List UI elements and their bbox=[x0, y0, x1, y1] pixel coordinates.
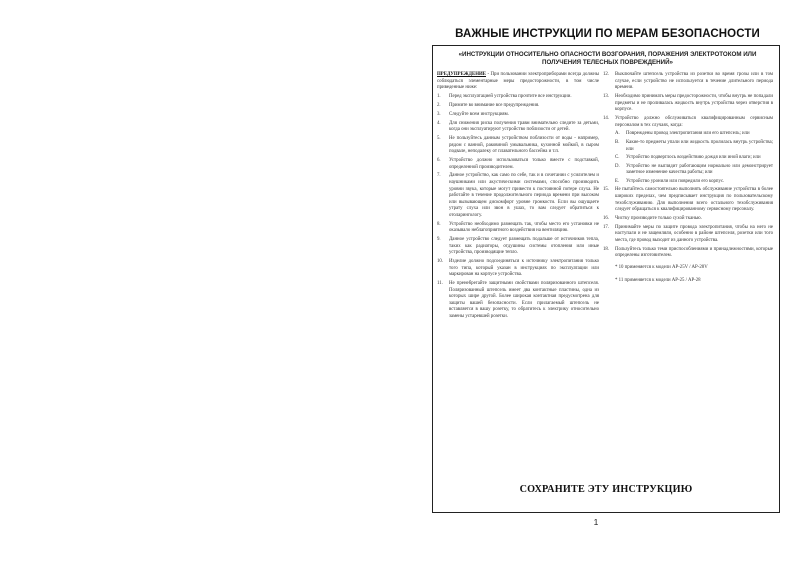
instruction-text: Данное устройство, как само по себе, так и в сочетании с усилителем и наушниками или акустическими системами, способно производить уровни звука, которые могут привести к постоянной потере слуха. Не работайте в течение продолжительного периода времени при высоком или вызывающем дискомфорт уровне громкости. Если вы ощущаете утрату слуха или звон в ушах, то вам следует обратиться к отоларингологу. bbox=[449, 173, 599, 218]
page-number: 1 bbox=[593, 517, 599, 527]
instruction-number: 7. bbox=[437, 173, 441, 179]
instruction-item bbox=[437, 136, 599, 156]
instruction-number: 1. bbox=[437, 94, 441, 100]
instruction-text: Не пренебрегайте защитными свойствами поляризованного штепселя. Поляризованный штепсель имеет два контактные пластины, одна из которых шире другой. Более широкая контактная предусмотрена для защиты вашей безопасности. Если прилагаемый штепсель не вставляется в вашу розетку, то обратитесь к электрику относительно замены устаревшей розетки. bbox=[449, 281, 599, 319]
service-condition-item bbox=[615, 140, 773, 153]
instruction-item bbox=[437, 173, 599, 219]
instruction-number: 18. bbox=[603, 246, 610, 252]
instruction-text: Устройство необходимо размещать так, чтобы место его установки не оказывало неблагоприятного воздействия на вентиляцию. bbox=[449, 221, 599, 234]
instruction-number: 6. bbox=[437, 157, 441, 163]
instruction-item bbox=[437, 259, 599, 279]
section-subtitle: «ИНСТРУКЦИИ ОТНОСИТЕЛЬНО ОПАСНОСТИ ВОЗГОРАНИЯ, ПОРАЖЕНИЯ ЭЛЕКТРОТОКОМ ИЛИ ПОЛУЧЕНИЯ ТЕЛЕСНЫХ ПОВРЕЖДЕНИЙ» bbox=[458, 51, 757, 67]
instruction-item bbox=[603, 94, 773, 114]
instruction-item bbox=[437, 103, 599, 110]
instruction-item bbox=[603, 116, 773, 129]
instruction-text: Перед эксплуатацией устройства прочтите все инструкции. bbox=[449, 94, 572, 100]
instruction-number: 12. bbox=[603, 72, 610, 77]
instruction-item bbox=[437, 112, 599, 119]
page-title: ВАЖНЫЕ ИНСТРУКЦИИ ПО МЕРАМ БЕЗОПАСНОСТИ bbox=[455, 28, 760, 40]
model-note: * 10 применяется к модели AP-25V / AP-28V bbox=[615, 264, 708, 270]
instruction-text: Пользуйтесь только теми приспособлениями и принадлежностями, которые определены изготовителем. bbox=[615, 246, 773, 259]
instruction-text: Необходимо принимать меры предосторожности, чтобы внутрь не попадали предметы и не проливалась жидкость внутрь устройства через отверстия в корпусе. bbox=[615, 93, 773, 113]
condition-text: Повреждены провод электропитания или его штепсель; или bbox=[626, 131, 750, 137]
instruction-item bbox=[603, 72, 773, 92]
instruction-text: Данное устройство следует размещать подальше от источников тепла, таких как радиаторы, отдушины системы отопления или иные устройства, производящие тепло. bbox=[449, 237, 599, 256]
model-notes bbox=[615, 265, 773, 284]
instruction-number: 13. bbox=[603, 93, 610, 99]
condition-letter: A. bbox=[615, 131, 620, 137]
instruction-text: Выключайте штепсель устройства из розетки во время грозы или в том случае, если устройство не используется в течение длительного периода времени. bbox=[615, 72, 773, 91]
right-instruction-list bbox=[603, 72, 773, 129]
instruction-item bbox=[603, 216, 773, 223]
instruction-number: 4. bbox=[437, 120, 441, 126]
instruction-number: 3. bbox=[437, 111, 441, 117]
instruction-text: Принимайте меры по защите провода электропитания, чтобы на него не наступали и не защемляли, особенно в районе штепселя, розетки или того места, где провод выходит из данного устройства. bbox=[615, 224, 773, 243]
service-conditions-list bbox=[615, 131, 773, 185]
instruction-item bbox=[437, 94, 599, 101]
instruction-item bbox=[437, 158, 599, 171]
warning-text: - При пользовании электроприборами всегда должны соблюдаться элементарные меры предосторожности, в том числе приведенные ниже: bbox=[437, 72, 599, 91]
save-instructions-heading: СОХРАНИТЕ ЭТУ ИНСТРУКЦИЮ bbox=[519, 484, 693, 495]
left-instruction-list bbox=[437, 94, 599, 320]
right-column bbox=[603, 72, 773, 290]
instruction-text: Следуйте всем инструкциям. bbox=[449, 111, 509, 117]
instruction-text: Устройство должно обслуживаться квалифицированным сервисным персоналом в тех случаях, когда: bbox=[615, 115, 773, 128]
condition-text: Устройство уронили или повредили его корпус. bbox=[626, 178, 725, 184]
left-column bbox=[437, 72, 599, 323]
instruction-text: Не пользуйтесь данным устройством поблизости от воды - например, рядом с ванной, раковиной умывальника, кухонной мойкой, в сыром подвале, неподалеку от плавательного бассейна и т.п. bbox=[449, 136, 599, 155]
instruction-item bbox=[603, 187, 773, 213]
condition-letter: C. bbox=[615, 155, 620, 161]
condition-text: Устройство не выглядит работающим нормально или демонстрирует заметное изменение качества работы; или bbox=[626, 163, 773, 176]
instruction-number: 2. bbox=[437, 103, 441, 109]
instruction-text: Для снижения риска получения травм внимательно следите за детьми, когда они эксплуатируют устройство поблизости от детей. bbox=[449, 120, 599, 133]
condition-letter: D. bbox=[615, 163, 620, 169]
service-condition-item bbox=[615, 164, 773, 177]
condition-text: Устройство подверглось воздействию дождя или иной влаги; или bbox=[626, 155, 761, 161]
instruction-text: Изделие должно подсоединяться к источнику электропитания только того типа, который указан в инструкциях по эксплуатации или маркирован на корпусе устройства. bbox=[449, 259, 599, 278]
instruction-text: Чистку производите только сухой тканью. bbox=[615, 216, 702, 222]
instruction-item bbox=[437, 237, 599, 257]
instruction-text: Устройство должно использоваться только вместе с подставкой, определенной производителем. bbox=[449, 157, 599, 170]
service-condition-item bbox=[615, 155, 773, 162]
instruction-text: Примите во внимание все предупреждения. bbox=[449, 103, 540, 109]
instruction-text: Не пытайтесь самостоятельно выполнять обслуживание устройства в более широких пределах, чем предписывает инструкция по пользовательскому техобслуживанию. Для выполнения всего остального техобслуживания следует обращаться к квалифицированному сервисному персоналу. bbox=[615, 187, 773, 213]
instruction-number: 9. bbox=[437, 237, 441, 243]
instruction-item bbox=[437, 222, 599, 235]
condition-letter: E. bbox=[615, 178, 620, 184]
instruction-number: 5. bbox=[437, 136, 441, 141]
instruction-number: 11. bbox=[437, 281, 443, 286]
service-condition-item bbox=[615, 131, 773, 138]
instruction-number: 17. bbox=[603, 224, 610, 230]
instruction-item bbox=[603, 225, 773, 245]
instruction-number: 15. bbox=[603, 187, 610, 193]
warning-heading: ПРЕДУПРЕЖДЕНИЕ bbox=[437, 72, 486, 77]
service-condition-item bbox=[615, 179, 773, 186]
instruction-item bbox=[437, 281, 599, 321]
instruction-number: 8. bbox=[437, 221, 441, 227]
instruction-number: 10. bbox=[437, 259, 444, 265]
instruction-number: 16. bbox=[603, 216, 610, 222]
model-note: * 11 применяется к модели AP-25 / AP-28 bbox=[615, 277, 701, 283]
instruction-item bbox=[437, 121, 599, 134]
right-instruction-list-continued bbox=[603, 187, 773, 260]
instruction-item bbox=[603, 247, 773, 260]
condition-letter: B. bbox=[615, 139, 620, 145]
warning-paragraph bbox=[437, 72, 599, 92]
condition-text: Какие-то предметы упали или жидкость пролилась внутрь устройства; или bbox=[626, 139, 773, 152]
instruction-number: 14. bbox=[603, 115, 610, 121]
